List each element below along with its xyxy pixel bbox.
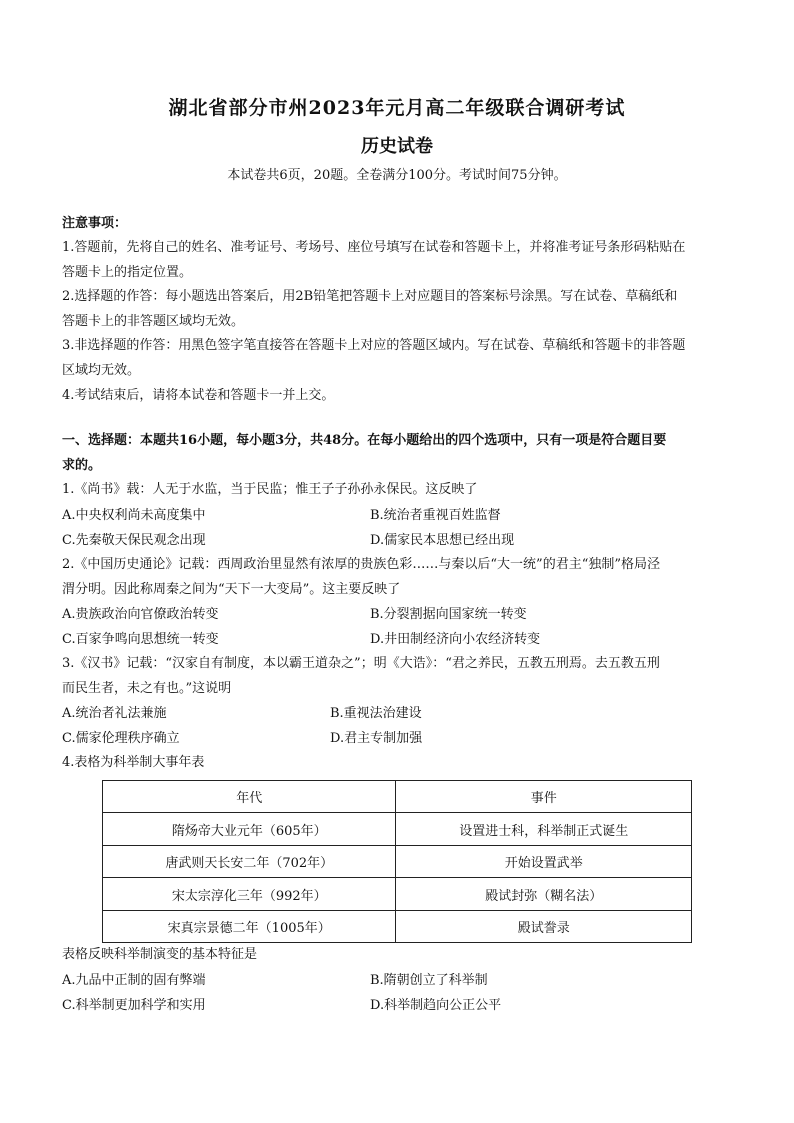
option-b: B.分裂割据向国家统一转变 bbox=[370, 607, 527, 623]
question-stem: 3.《汉书》记载：“汉家自有制度，本以霸王道杂之”；明《大诰》：“君之养民，五教五刑焉。去五教五刑 bbox=[62, 656, 660, 672]
notes-line: 答题卡上的非答题区域均无效。 bbox=[62, 313, 245, 329]
table-cell: 殿试誊录 bbox=[396, 910, 692, 943]
table-row bbox=[103, 910, 692, 943]
option-b: B.隋朝创立了科举制 bbox=[370, 973, 488, 988]
option-a: A.统治者礼法兼施 bbox=[62, 706, 167, 722]
exam-subtitle: 历史试卷 bbox=[361, 136, 433, 157]
question-3 bbox=[62, 652, 732, 751]
options-row bbox=[62, 627, 732, 652]
question-stem: 而民生者，未之有也。”这说明 bbox=[62, 680, 232, 696]
exam-title: 湖北省部分市州2023年元月高二年级联合调研考试 bbox=[168, 97, 626, 119]
options-row bbox=[62, 726, 732, 751]
options-row bbox=[62, 528, 732, 553]
notes-section bbox=[62, 212, 732, 408]
table-cell: 宋真宗景德二年（1005年） bbox=[103, 910, 396, 943]
table-header-era: 年代 bbox=[103, 780, 396, 813]
question-4 bbox=[62, 751, 732, 1018]
option-c: C.科举制更加科学和实用 bbox=[62, 998, 206, 1013]
notes-line: 4.考试结束后，请将本试卷和答题卡一并上交。 bbox=[62, 387, 335, 403]
table-cell: 开始设置武举 bbox=[396, 845, 692, 878]
section-heading-line: 一、选择题：本题共16小题，每小题3分，共48分。在每小题给出的四个选项中，只有一项是符合题目要 bbox=[62, 433, 667, 449]
table-cell: 宋太宗淳化三年（992年） bbox=[103, 878, 396, 911]
options-row bbox=[62, 602, 732, 627]
option-c: C.儒家伦理秩序确立 bbox=[62, 731, 180, 747]
option-d: D.儒家民本思想已经出现 bbox=[370, 532, 515, 548]
notes-line: 3.非选择题的作答：用黑色签字笔直接答在答题卡上对应的答题区域内。写在试卷、草稿纸和答题卡的非答题 bbox=[62, 338, 686, 354]
keju-timeline-table bbox=[102, 780, 692, 944]
section-heading bbox=[62, 429, 732, 478]
notes-heading: 注意事项： bbox=[62, 216, 128, 231]
table-row bbox=[103, 813, 692, 846]
question-stem: 4.表格为科举制大事年表 bbox=[62, 755, 205, 771]
table-row bbox=[103, 845, 692, 878]
question-1 bbox=[62, 478, 732, 553]
options-row bbox=[62, 968, 732, 993]
option-b: B.统治者重视百姓监督 bbox=[370, 507, 501, 523]
option-a: A.九品中正制的固有弊端 bbox=[62, 973, 206, 988]
option-d: D.井田制经济向小农经济转变 bbox=[370, 632, 541, 648]
exam-page bbox=[62, 92, 732, 1018]
table-cell: 唐武则天长安二年（702年） bbox=[103, 845, 396, 878]
option-a: A.中央权利尚未高度集中 bbox=[62, 507, 206, 523]
section-one bbox=[62, 429, 732, 1018]
question-2 bbox=[62, 553, 732, 652]
table-header-event: 事件 bbox=[396, 780, 692, 813]
table-cell: 隋炀帝大业元年（605年） bbox=[103, 813, 396, 846]
table-cell: 殿试封弥（糊名法） bbox=[396, 878, 692, 911]
question-stem: 渭分明。因此称周秦之间为“天下一大变局”。这主要反映了 bbox=[62, 581, 401, 597]
table-cell: 设置进士科，科举制正式诞生 bbox=[396, 813, 692, 846]
notes-line: 答题卡上的指定位置。 bbox=[62, 264, 193, 280]
options-row bbox=[62, 993, 732, 1018]
notes-line: 2.选择题的作答：每小题选出答案后，用2B铅笔把答题卡上对应题目的答案标号涂黑。写在试卷、草稿纸和 bbox=[62, 289, 678, 305]
section-heading-line: 求的。 bbox=[62, 457, 102, 473]
options-row bbox=[62, 503, 732, 528]
options-row bbox=[62, 701, 732, 726]
option-a: A.贵族政治向官僚政治转变 bbox=[62, 607, 219, 623]
table-row bbox=[103, 878, 692, 911]
option-b: B.重视法治建设 bbox=[330, 706, 422, 722]
question-stem: 1.《尚书》载：人无于水监，当于民监；惟王子子孙孙永保民。这反映了 bbox=[62, 482, 478, 498]
exam-info: 本试卷共6页，20题。全卷满分100分。考试时间75分钟。 bbox=[227, 168, 567, 183]
question-followup: 表格反映科举制演变的基本特征是 bbox=[62, 947, 258, 963]
question-stem: 2.《中国历史通论》记载：西周政治里显然有浓厚的贵族色彩……与秦以后“大一统”的君主“独制”格局泾 bbox=[62, 556, 660, 572]
table-header-row bbox=[103, 780, 692, 813]
notes-line: 1.答题前，先将自己的姓名、准考证号、考场号、座位号填写在试卷和答题卡上，并将准考证号条形码粘贴在 bbox=[62, 240, 686, 255]
option-d: D.科举制趋向公正公平 bbox=[370, 998, 502, 1013]
option-c: C.百家争鸣向思想统一转变 bbox=[62, 632, 219, 648]
option-c: C.先秦敬天保民观念出现 bbox=[62, 532, 206, 548]
notes-line: 区域均无效。 bbox=[62, 362, 141, 378]
option-d: D.君主专制加强 bbox=[330, 731, 423, 747]
